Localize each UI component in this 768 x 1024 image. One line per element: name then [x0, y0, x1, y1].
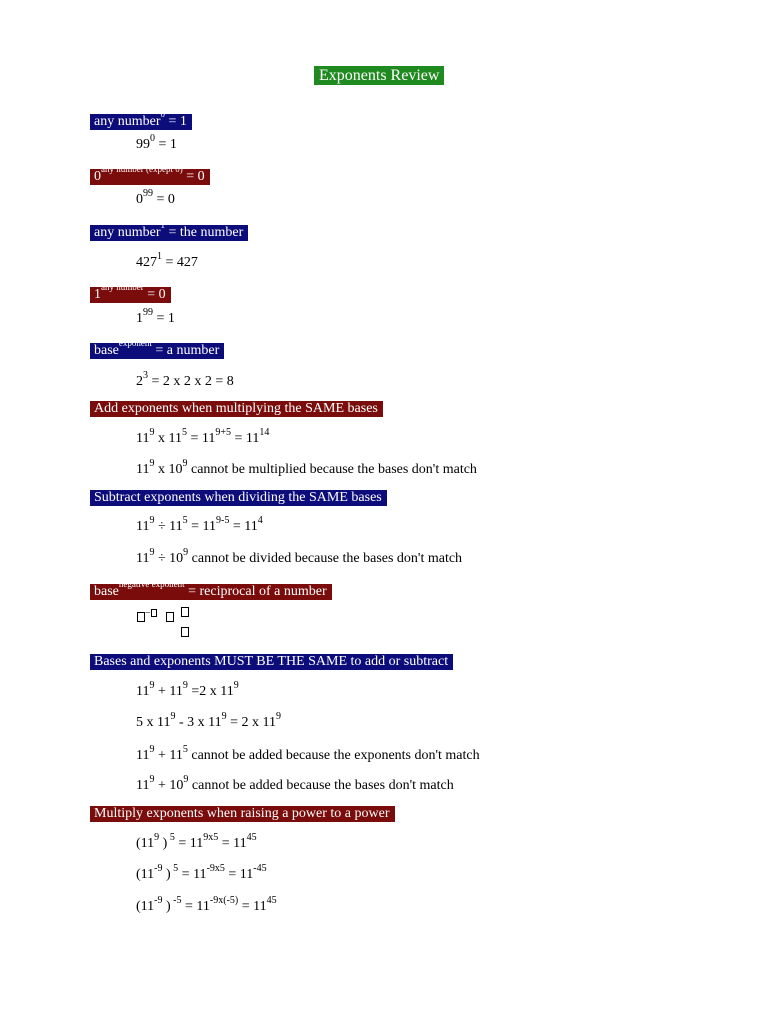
example-add-diff-bases: $11^9 + 10^9$ cannot be added because the bases don't match	[136, 774, 454, 793]
rule-divide-bases: Subtract exponents when dividing the SAME bases	[90, 490, 387, 506]
rule-one-base: $1^{any number} = 0$	[90, 287, 171, 303]
example-divide-same: $11^9 \div 11^5 = 11^{9-5} = 11^4$	[136, 515, 263, 534]
example-zero-base: $0^{99} = 0$	[136, 188, 175, 207]
rule-zero-exponent: any number$^0$ = 1	[90, 114, 192, 130]
rule-power-of-power: Multiply exponents when raising a power to a power	[90, 806, 395, 822]
rule-multiply-bases: Add exponents when multiplying the SAME bases	[90, 401, 383, 417]
rule-one-exponent: any number$^1$ = the number	[90, 225, 248, 241]
rule-add-subtract: Bases and exponents MUST BE THE SAME to add or subtract	[90, 654, 453, 670]
rule-base-exponent: base$^{exponent}$ = a number	[90, 343, 224, 359]
example-add-diff-exponents: $11^9 + 11^5$ cannot be added because the exponents don't match	[136, 744, 480, 763]
example-power-of-power-3: ($11^{-9}$ ) $^{-5} = 11^{-9x(-5)} = 11^{45}$	[136, 895, 277, 914]
example-base-exponent: $2^3 = 2$ x 2 x 2 = 8	[136, 370, 234, 389]
page-title: Exponents Review	[314, 66, 444, 85]
example-multiply-same: $11^9$ x $11^5 = 11^{9+5} = 11^{14}$	[136, 427, 270, 446]
example-divide-different: $11^9 \div 10^9$ cannot be divided because the bases don't match	[136, 547, 463, 566]
example-zero-exponent: $99^0 = 1$	[136, 133, 177, 152]
example-subtract-same: 5 x $11^9 - 3$ x $11^9 = 2$ x $11^9$	[136, 711, 282, 730]
example-one-base: $1^{99} = 1$	[136, 307, 175, 326]
example-power-of-power-1: ($11^9$ ) $^5 = 11^{9x5} = 11^{45}$	[136, 832, 257, 851]
example-add-same: $11^9 + 11^9 =2$ x $11^9$	[136, 680, 239, 699]
rule-negative-exponent: base$^{negative exponent}$ = reciprocal of a number	[90, 584, 332, 600]
rule-zero-base: $0^{any number (expept 0)} = 0$	[90, 169, 210, 185]
example-negative-exponent-placeholder: −	[137, 611, 193, 625]
example-power-of-power-2: ($11^{-9}$ ) $^5 = 11^{-9x5} = 11^{-45}$	[136, 863, 267, 882]
example-multiply-different: $11^9$ x $10^9$ cannot be multiplied because the bases don't match	[136, 458, 477, 477]
example-one-exponent: $427^1 = 427$	[136, 251, 198, 270]
